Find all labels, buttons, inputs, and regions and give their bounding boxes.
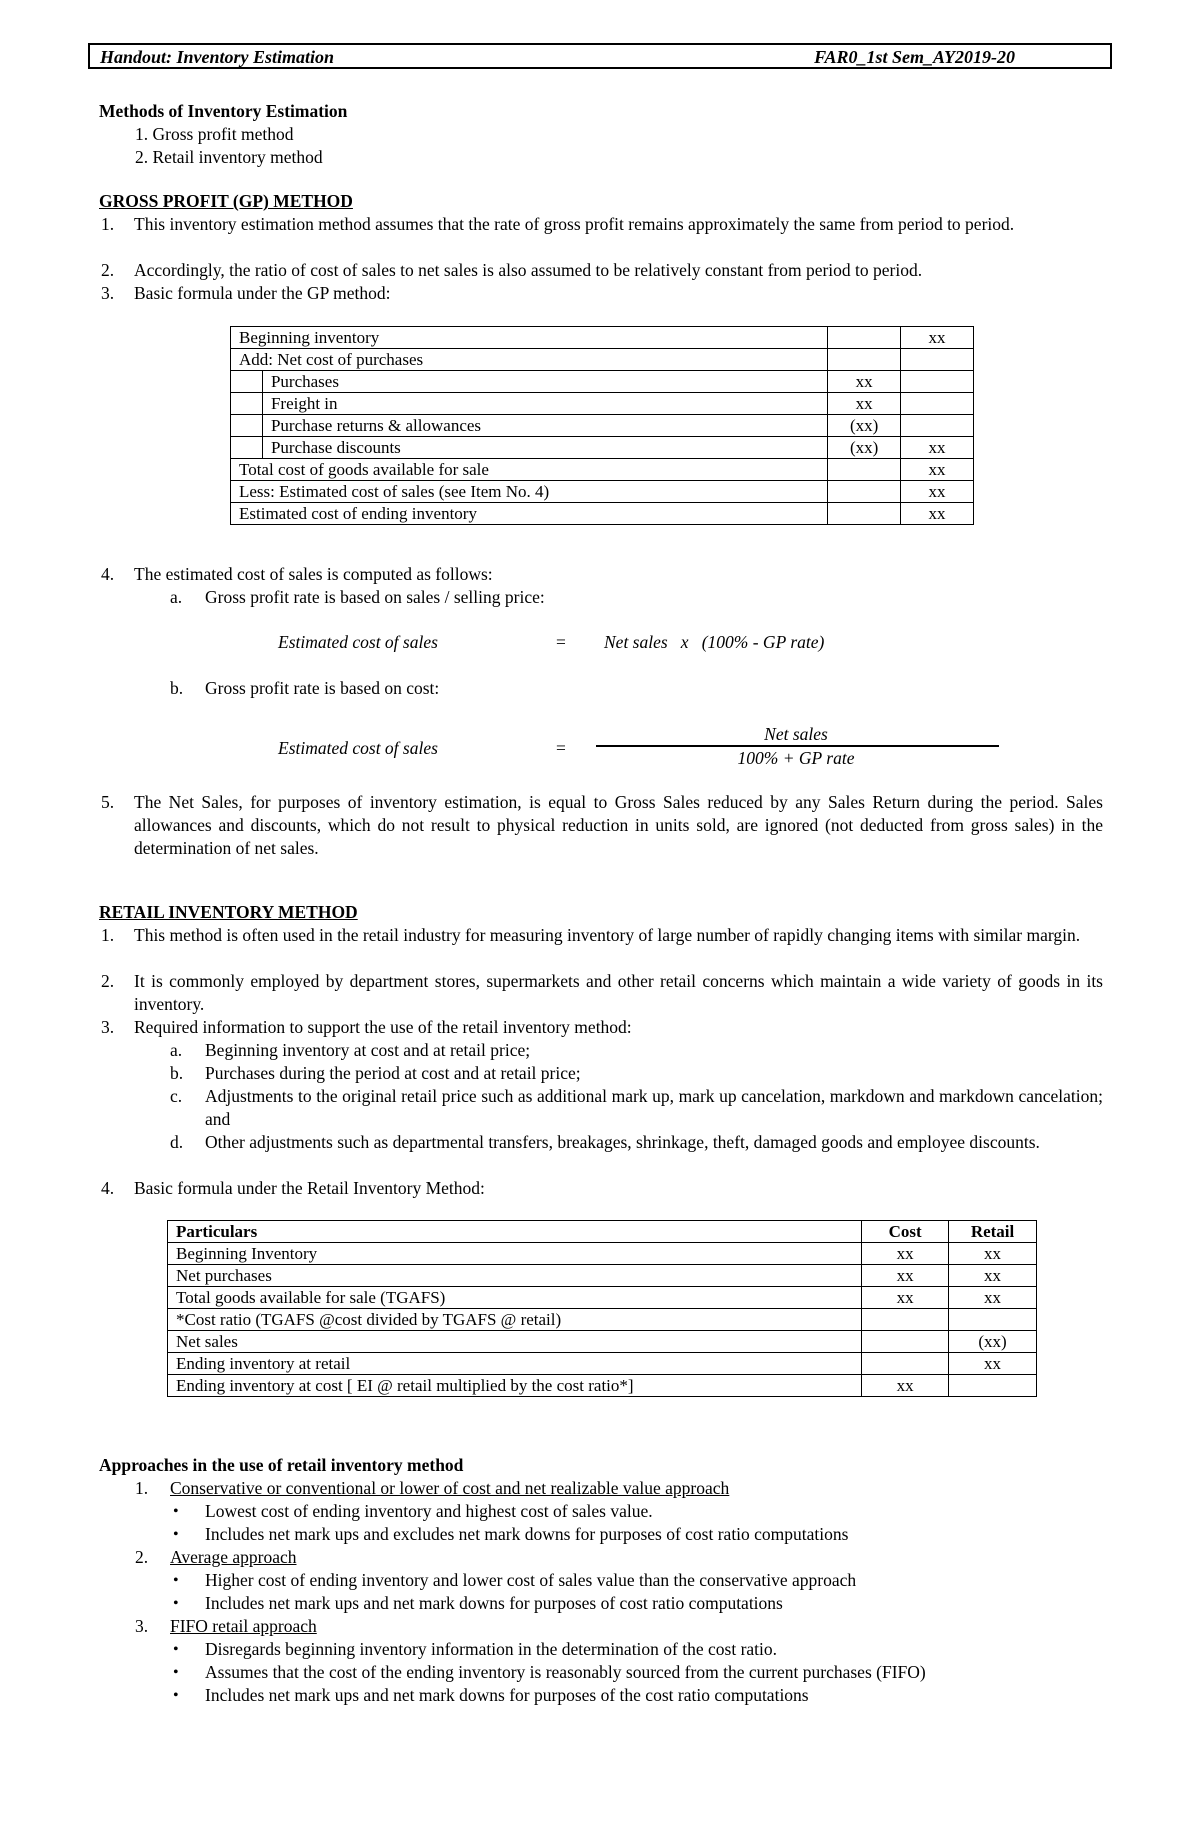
gp-p2-number: 2. bbox=[101, 260, 115, 280]
cell-value: xx bbox=[862, 1375, 949, 1397]
cell-value bbox=[828, 459, 901, 481]
column-header: Cost bbox=[862, 1221, 949, 1243]
approach-2-title: Average approach bbox=[170, 1547, 297, 1567]
retail-sub-text: Beginning inventory at cost and at retail price; bbox=[205, 1040, 531, 1060]
row-label: Purchases bbox=[262, 371, 827, 393]
table-row bbox=[231, 371, 974, 393]
cell-value bbox=[862, 1331, 949, 1353]
row-label: Beginning inventory bbox=[231, 327, 828, 349]
table-row bbox=[168, 1331, 1037, 1353]
retail-formula-table bbox=[167, 1220, 1037, 1397]
cell-value: (xx) bbox=[828, 437, 901, 459]
approach-1-title: Conservative or conventional or lower of cost and net realizable value approach bbox=[170, 1478, 730, 1498]
gp-p3: Basic formula under the GP method: bbox=[134, 283, 391, 303]
gp-heading: GROSS PROFIT (GP) METHOD bbox=[99, 191, 353, 211]
table-row bbox=[168, 1309, 1037, 1331]
table-row bbox=[231, 437, 974, 459]
cell-value bbox=[828, 327, 901, 349]
approach-3-bullet: • Disregards beginning inventory information in the determination of the cost ratio. bbox=[205, 1638, 777, 1661]
column-header: Retail bbox=[949, 1221, 1037, 1243]
table-row bbox=[231, 503, 974, 525]
approach-2-bullet: • Higher cost of ending inventory and lower cost of sales value than the conservative approach bbox=[205, 1569, 856, 1592]
cell-value: (xx) bbox=[949, 1331, 1037, 1353]
row-label: Purchase returns & allowances bbox=[262, 415, 827, 437]
retail-sub-letter: c. bbox=[170, 1086, 183, 1106]
row-label: Purchase discounts bbox=[262, 437, 827, 459]
retail-sub-text: Purchases during the period at cost and at retail price; bbox=[205, 1063, 581, 1083]
cell-value bbox=[828, 349, 901, 371]
column-header: Particulars bbox=[168, 1221, 862, 1243]
cell-value bbox=[901, 349, 974, 371]
table-row bbox=[231, 349, 974, 371]
table-row bbox=[231, 327, 974, 349]
cell-value: xx bbox=[901, 481, 974, 503]
cell-value: (xx) bbox=[828, 415, 901, 437]
cell-value: xx bbox=[901, 437, 974, 459]
retail-p3-number: 3. bbox=[101, 1017, 115, 1037]
gp-a-text: Gross profit rate is based on sales / selling price: bbox=[205, 587, 545, 607]
indent-cell bbox=[231, 371, 263, 393]
cell-value: xx bbox=[949, 1243, 1037, 1265]
gp-b-text: Gross profit rate is based on cost: bbox=[205, 678, 440, 698]
cell-value bbox=[828, 481, 901, 503]
gp-p4: The estimated cost of sales is computed as follows: bbox=[134, 564, 493, 584]
formula2-numerator: Net sales bbox=[764, 724, 828, 744]
cell-value: xx bbox=[949, 1287, 1037, 1309]
gp-p2: Accordingly, the ratio of cost of sales to net sales is also assumed to be relatively constant from period to period. bbox=[134, 260, 923, 280]
table-row bbox=[168, 1287, 1037, 1309]
approach-3-title: FIFO retail approach bbox=[170, 1616, 317, 1636]
cell-value bbox=[901, 371, 974, 393]
table-row bbox=[168, 1243, 1037, 1265]
formula1-right: Net sales x (100% - GP rate) bbox=[604, 632, 825, 652]
cell-value: xx bbox=[828, 393, 901, 415]
row-label: Ending inventory at retail bbox=[168, 1353, 862, 1375]
approaches-title: Approaches in the use of retail inventory method bbox=[99, 1455, 464, 1475]
approach-1-number: 1. bbox=[135, 1478, 149, 1498]
retail-heading: RETAIL INVENTORY METHOD bbox=[99, 902, 358, 922]
cell-value: xx bbox=[901, 327, 974, 349]
retail-sub-text: Adjustments to the original retail price such as additional mark up, mark up cancelation, markdown and markdown cancelation; and bbox=[205, 1086, 1103, 1129]
row-label: Net sales bbox=[168, 1331, 862, 1353]
formula1-equals: = bbox=[556, 632, 566, 652]
document-header bbox=[88, 43, 1112, 69]
table-row bbox=[231, 415, 974, 437]
approach-3-bullet: • Assumes that the cost of the ending inventory is reasonably sourced from the current purchases (FIFO) bbox=[205, 1661, 926, 1684]
gp-p1-number: 1. bbox=[101, 214, 115, 234]
retail-sub-letter: d. bbox=[170, 1132, 184, 1152]
row-label: Beginning Inventory bbox=[168, 1243, 862, 1265]
retail-sub-letter: b. bbox=[170, 1063, 184, 1083]
gp-p5-number: 5. bbox=[101, 792, 115, 812]
row-label: Add: Net cost of purchases bbox=[231, 349, 828, 371]
indent-cell bbox=[231, 415, 263, 437]
cell-value bbox=[901, 393, 974, 415]
retail-p4: Basic formula under the Retail Inventory Method: bbox=[134, 1178, 485, 1198]
row-label: Net purchases bbox=[168, 1265, 862, 1287]
gp-formula-table bbox=[230, 326, 974, 525]
method-item-2: 2. Retail inventory method bbox=[135, 147, 323, 167]
approach-3-bullet: • Includes net mark ups and net mark downs for purposes of the cost ratio computations bbox=[205, 1684, 809, 1707]
row-label: Freight in bbox=[262, 393, 827, 415]
table-row bbox=[168, 1265, 1037, 1287]
table-row bbox=[168, 1375, 1037, 1397]
cell-value bbox=[949, 1309, 1037, 1331]
row-label: Ending inventory at cost [ EI @ retail multiplied by the cost ratio*] bbox=[168, 1375, 862, 1397]
retail-p3: Required information to support the use of the retail inventory method: bbox=[134, 1017, 632, 1037]
methods-title: Methods of Inventory Estimation bbox=[99, 101, 348, 121]
formula2-left: Estimated cost of sales bbox=[278, 738, 438, 758]
row-label: Total cost of goods available for sale bbox=[231, 459, 828, 481]
gp-b-letter: b. bbox=[170, 678, 184, 698]
cell-value: xx bbox=[949, 1265, 1037, 1287]
cell-value: xx bbox=[862, 1287, 949, 1309]
cell-value: xx bbox=[862, 1265, 949, 1287]
gp-p1: This inventory estimation method assumes that the rate of gross profit remains approximately the same from period to period. bbox=[134, 214, 1015, 234]
cell-value bbox=[862, 1309, 949, 1331]
method-item-1: 1. Gross profit method bbox=[135, 124, 294, 144]
approach-1-bullet: • Lowest cost of ending inventory and highest cost of sales value. bbox=[205, 1500, 653, 1523]
row-label: Less: Estimated cost of sales (see Item No. 4) bbox=[231, 481, 828, 503]
cell-value bbox=[828, 503, 901, 525]
retail-p1: This method is often used in the retail industry for measuring inventory of large number of rapidly changing items with similar margin. bbox=[134, 925, 1081, 945]
formula2-denominator: 100% + GP rate bbox=[737, 748, 855, 768]
table-row bbox=[168, 1353, 1037, 1375]
retail-sub-text: Other adjustments such as departmental transfers, breakages, shrinkage, theft, damaged goods and employee discounts. bbox=[205, 1132, 1040, 1152]
retail-p2-number: 2. bbox=[101, 971, 115, 991]
row-label: Total goods available for sale (TGAFS) bbox=[168, 1287, 862, 1309]
approach-2-bullet: • Includes net mark ups and net mark downs for purposes of cost ratio computations bbox=[205, 1592, 783, 1615]
retail-sub-letter: a. bbox=[170, 1040, 183, 1060]
indent-cell bbox=[231, 437, 263, 459]
gp-p3-number: 3. bbox=[101, 283, 115, 303]
retail-p2: It is commonly employed by department stores, supermarkets and other retail concerns which maintain a wide variety of goods in its inventory. bbox=[134, 971, 1103, 1014]
approach-1-bullet: • Includes net mark ups and excludes net mark downs for purposes of cost ratio computations bbox=[205, 1523, 848, 1546]
retail-p4-number: 4. bbox=[101, 1178, 115, 1198]
gp-a-letter: a. bbox=[170, 587, 183, 607]
cell-value bbox=[901, 415, 974, 437]
row-label: Estimated cost of ending inventory bbox=[231, 503, 828, 525]
approach-3-number: 3. bbox=[135, 1616, 149, 1636]
gp-p5: The Net Sales, for purposes of inventory estimation, is equal to Gross Sales reduced by any Sales Return during the period. Sales allowances and discounts, which do not result to physical reduction in units sold, are ignored (not deducted from gross sales) in the determination of net sales. bbox=[134, 792, 1103, 858]
gp-p4-number: 4. bbox=[101, 564, 115, 584]
formula1-left: Estimated cost of sales bbox=[278, 632, 438, 652]
table-row bbox=[231, 481, 974, 503]
cell-value: xx bbox=[828, 371, 901, 393]
cell-value: xx bbox=[901, 459, 974, 481]
cell-value bbox=[862, 1353, 949, 1375]
formula2-equals: = bbox=[556, 738, 566, 758]
cell-value bbox=[949, 1375, 1037, 1397]
cell-value: xx bbox=[949, 1353, 1037, 1375]
indent-cell bbox=[231, 393, 263, 415]
cell-value: xx bbox=[862, 1243, 949, 1265]
retail-p1-number: 1. bbox=[101, 925, 115, 945]
cell-value: xx bbox=[901, 503, 974, 525]
approach-2-number: 2. bbox=[135, 1547, 149, 1567]
row-label: *Cost ratio (TGAFS @cost divided by TGAFS @ retail) bbox=[168, 1309, 862, 1331]
table-row bbox=[231, 459, 974, 481]
header-course: FAR0_1st Sem_AY2019-20 bbox=[814, 47, 1015, 67]
table-header-row bbox=[168, 1221, 1037, 1243]
table-row bbox=[231, 393, 974, 415]
header-title: Handout: Inventory Estimation bbox=[100, 47, 335, 67]
